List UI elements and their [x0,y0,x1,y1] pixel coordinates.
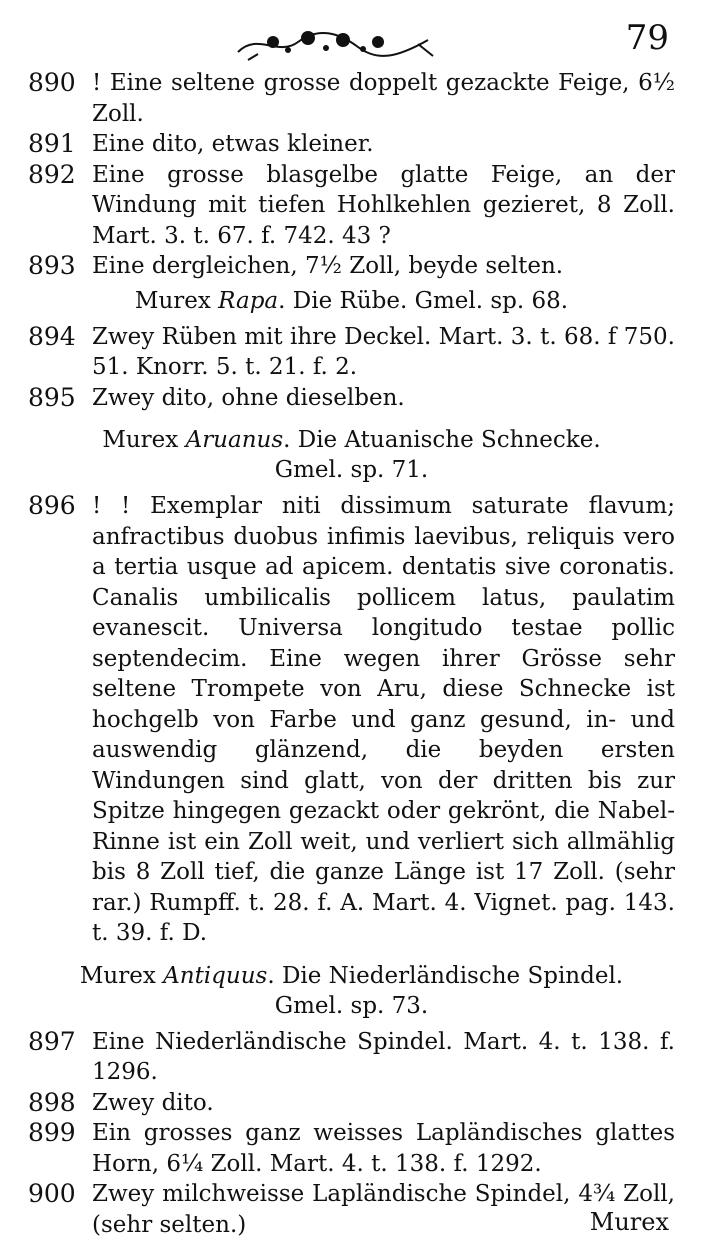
entry-text: Eine dergleichen, 7½ Zoll, beyde selten. [92,253,564,279]
section-heading-aruanus [28,421,675,491]
entry-894 [28,322,675,383]
entry-891 [28,129,675,160]
entry-900 [28,1179,675,1240]
entry-898 [28,1088,675,1119]
entry-890 [28,68,675,129]
section-genus: Murex [134,287,219,314]
entry-text: Zwey dito, ohne dieselben. [92,384,405,411]
entries-list [28,68,675,1240]
entry-text: Zwey milchweisse Lapländische Spindel, 4¾ Zoll, (sehr selten.) [92,1181,675,1238]
entry-899 [28,1118,675,1179]
entry-number: 894 [28,321,76,351]
header-ornament-icon [228,22,448,62]
entry-text: Eine dito, etwas kleiner. [92,131,374,157]
page-number: 79 [625,18,669,58]
entry-896 [28,491,675,949]
entry-892 [28,160,675,252]
section-common-name: . Die Rübe. Gmel. sp. 68. [278,287,569,314]
entry-number: 898 [28,1087,76,1117]
section-common-name: . Die Niederländische Spindel. [267,962,624,989]
section-heading-antiquus [28,957,675,1027]
entry-number: 893 [28,251,76,280]
entry-text: Zwey dito. [92,1089,214,1116]
entry-number: 899 [28,1118,76,1147]
entry-text: Eine Niederländische Spindel. Mart. 4. t. 138. f. 1296. [92,1028,675,1085]
section-reference: Gmel. sp. 73. [274,992,429,1019]
entry-number: 897 [28,1026,76,1056]
section-species: Aruanus [185,427,284,453]
entry-text: Ein grosses ganz weisses Lapländisches glattes Horn, 6¼ Zoll. Mart. 4. t. 138. f. 1292. [92,1120,675,1177]
entry-893 [28,251,675,282]
section-genus: Murex [79,962,164,989]
section-reference: Gmel. sp. 71. [274,457,429,483]
entry-number: 890 [28,68,76,97]
entry-number: 896 [28,491,76,520]
entry-number: 892 [28,159,76,189]
catchword: Murex [589,1208,669,1236]
entry-text: ! ! Exemplar niti dissimum saturate flavum; anfractibus duobus infimis laevibus, reliquis vero a tertia usque ad apicem. dentatis sive coronatis. Canalis umbilicalis pollicem latus, paulatim evanescit. Universa longitudo testae pollic septendecim. Eine wegen ihrer Grösse sehr seltene Trompete von Aru, diese Schnecke ist hochgelb von Farbe und ganz gesund, in- und auswendig glänzend, die beyden ersten Windungen sind glatt, von der dritten bis zur Spitze hingegen gezackt oder gekrönt, die Nabel-Rinne ist ein Zoll weit, und verliert sich allmählig bis 8 Zoll tief, die ganze Länge ist 17 Zoll. (sehr rar.) Rumpff. t. 28. f. A. Mart. 4. Vignet. pag. 143. t. 39. f. D. [92,493,675,946]
entry-text: Eine grosse blasgelbe glatte Feige, an der Windung mit tiefen Hohlkehlen gezieret, 8 Zoll. Mart. 3. t. 67. f. 742. 43 ? [92,161,675,249]
entry-text: Zwey Rüben mit ihre Deckel. Mart. 3. t. 68. f 750. 51. Knorr. 5. t. 21. f. 2. [92,323,675,380]
entry-number: 895 [28,382,76,412]
section-species: Rapa [218,287,279,314]
entry-text: ! Eine seltene grosse doppelt gezackte Feige, 6½ Zoll. [92,70,675,127]
entry-number: 891 [28,129,76,158]
entry-number: 900 [28,1179,76,1208]
entry-895 [28,383,675,414]
section-common-name: . Die Atuanische Schnecke. [283,427,601,453]
section-heading-rapa [28,282,675,322]
entry-897 [28,1027,675,1088]
section-genus: Murex [102,427,186,453]
section-species: Antiquus [163,962,268,989]
